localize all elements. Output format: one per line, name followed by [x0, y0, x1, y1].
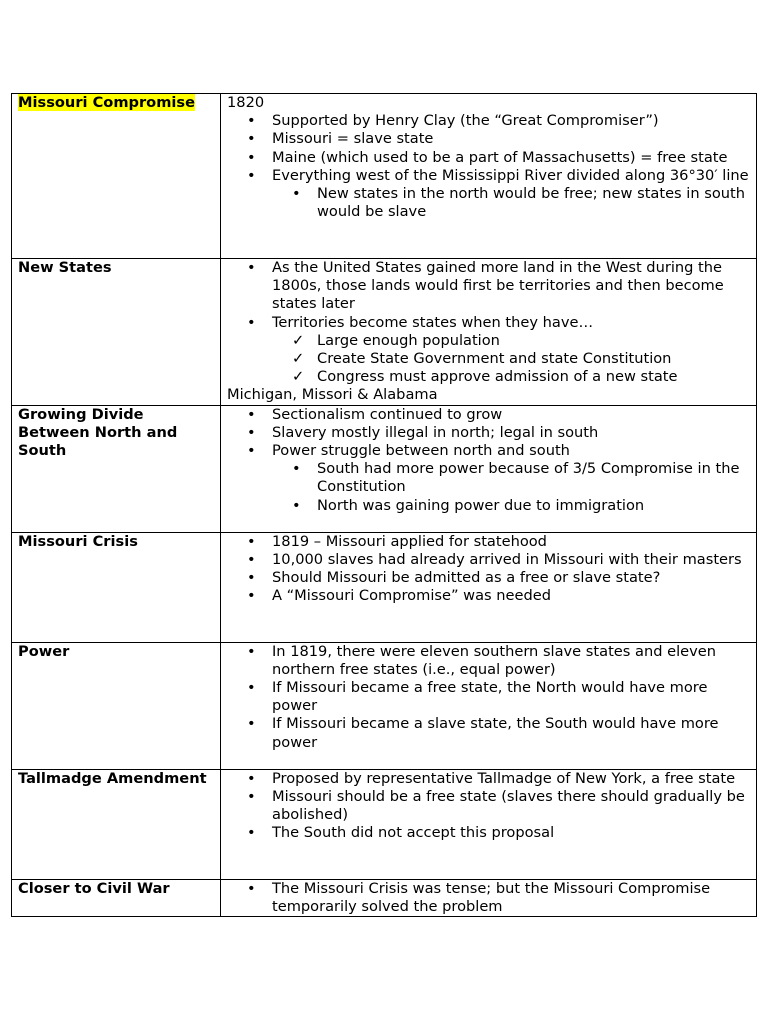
sub-bullet-list — [272, 460, 750, 515]
checklist-item: ✓ Create State Government and state Constitution — [292, 350, 672, 368]
notes-table — [11, 93, 757, 917]
states-note: Michigan, Missori & Alabama — [227, 386, 438, 404]
list-item: • The Missouri Crisis was tense; but the Missouri Compromise temporarily solved the problem — [247, 879, 711, 915]
list-item: • In 1819, there were eleven southern slave states and eleven northern free states (i.e., equal power) — [247, 642, 716, 678]
term-cell: New States — [12, 259, 221, 406]
bullet-marker: • — [247, 715, 256, 733]
bullet-list — [227, 880, 750, 916]
term-cell — [12, 94, 221, 259]
term-cell: Missouri Crisis — [12, 532, 221, 642]
bullet-marker: • — [247, 423, 256, 441]
bullet-marker: • — [247, 166, 256, 184]
bullet-marker: • — [292, 496, 301, 514]
term-cell: Growing Divide Between North and South — [12, 405, 221, 532]
checkmark-icon: ✓ — [292, 331, 305, 349]
list-item: • 10,000 slaves had already arrived in Missouri with their masters — [247, 550, 742, 568]
checklist-item: ✓ Large enough population — [292, 331, 500, 349]
list-item: • If Missouri became a slave state, the South would have more power — [247, 715, 719, 751]
term-cell: Tallmadge Amendment — [12, 769, 221, 879]
bullet-list — [227, 112, 750, 221]
checkmark-icon: ✓ — [292, 350, 305, 368]
bullet-marker: • — [247, 787, 256, 805]
sub-bullet-list — [272, 185, 750, 221]
list-item: • Missouri = slave state — [247, 130, 434, 148]
list-item: • The South did not accept this proposal — [247, 824, 555, 842]
bullet-marker: • — [247, 532, 256, 550]
bullet-marker: • — [247, 769, 256, 787]
detail-cell — [221, 94, 757, 259]
detail-cell — [221, 879, 757, 916]
table-row — [12, 94, 757, 259]
list-item: • A “Missouri Compromise” was needed — [247, 587, 551, 605]
table-row — [12, 532, 757, 642]
bullet-list — [227, 533, 750, 606]
list-item: • Everything west of the Mississippi River divided along 36°30′ line • New states in the north would be free; new states in south would be slave — [247, 166, 749, 221]
bullet-marker: • — [247, 587, 256, 605]
bullet-list — [227, 770, 750, 843]
list-item: • Missouri should be a free state (slaves there should gradually be abolished) — [247, 787, 745, 824]
detail-cell — [221, 259, 757, 406]
list-item: • North was gaining power due to immigration — [292, 496, 645, 514]
bullet-marker: • — [247, 824, 256, 842]
list-item: • New states in the north would be free; new states in south would be slave — [292, 185, 745, 221]
detail-cell — [221, 769, 757, 879]
term-cell: Power — [12, 642, 221, 769]
list-item: • Supported by Henry Clay (the “Great Compromiser”) — [247, 112, 659, 130]
table-row — [12, 769, 757, 879]
table-row — [12, 642, 757, 769]
bullet-list — [227, 643, 750, 752]
list-item: • Proposed by representative Tallmadge of New York, a free state — [247, 769, 736, 787]
detail-cell — [221, 532, 757, 642]
bullet-marker: • — [247, 148, 256, 166]
table-row — [12, 405, 757, 532]
bullet-marker: • — [247, 405, 256, 423]
bullet-marker: • — [247, 642, 256, 660]
bullet-list — [227, 259, 750, 386]
table-row — [12, 259, 757, 406]
bullet-marker: • — [292, 460, 301, 478]
bullet-marker: • — [247, 112, 256, 130]
list-item: • South had more power because of 3/5 Compromise in the Constitution — [292, 460, 740, 496]
year-text: 1820 — [227, 94, 265, 111]
bullet-marker: • — [247, 130, 256, 148]
bullet-marker: • — [292, 185, 301, 203]
list-item: • As the United States gained more land in the West during the 1800s, those lands would first be territories and then become states later — [247, 259, 724, 313]
checklist-item: ✓ Congress must approve admission of a new state — [292, 368, 678, 386]
term-cell: Closer to Civil War — [12, 879, 221, 916]
bullet-marker: • — [247, 679, 256, 697]
table-row — [12, 879, 757, 916]
list-item: • Territories become states when they have… ✓ Large enough population ✓ Create State Government and state Constitution ✓ Congress must approve admission of a new state — [227, 314, 750, 387]
checklist — [272, 332, 750, 387]
bullet-marker: • — [247, 569, 256, 587]
checkmark-icon: ✓ — [292, 368, 305, 386]
detail-cell — [221, 405, 757, 532]
bullet-marker: • — [247, 879, 256, 897]
list-item: • If Missouri became a free state, the North would have more power — [247, 679, 708, 715]
term-highlighted: Missouri Compromise — [18, 94, 195, 111]
list-item: • Maine (which used to be a part of Massachusetts) = free state — [247, 148, 728, 166]
bullet-marker: • — [247, 550, 256, 568]
detail-cell — [221, 642, 757, 769]
bullet-marker: • — [247, 259, 256, 276]
list-item: • Slavery mostly illegal in north; legal in south — [247, 423, 599, 441]
list-item: • 1819 – Missouri applied for statehood — [247, 532, 547, 550]
list-item: • Should Missouri be admitted as a free or slave state? — [247, 569, 661, 587]
bullet-marker: • — [247, 442, 256, 460]
bullet-list — [227, 406, 750, 515]
list-item: • Sectionalism continued to grow — [247, 405, 503, 423]
bullet-marker: • — [247, 313, 256, 331]
list-item: • Power struggle between north and south • South had more power because of 3/5 Compromise in the Constitution • North was gaining power due to immigration — [227, 442, 750, 515]
